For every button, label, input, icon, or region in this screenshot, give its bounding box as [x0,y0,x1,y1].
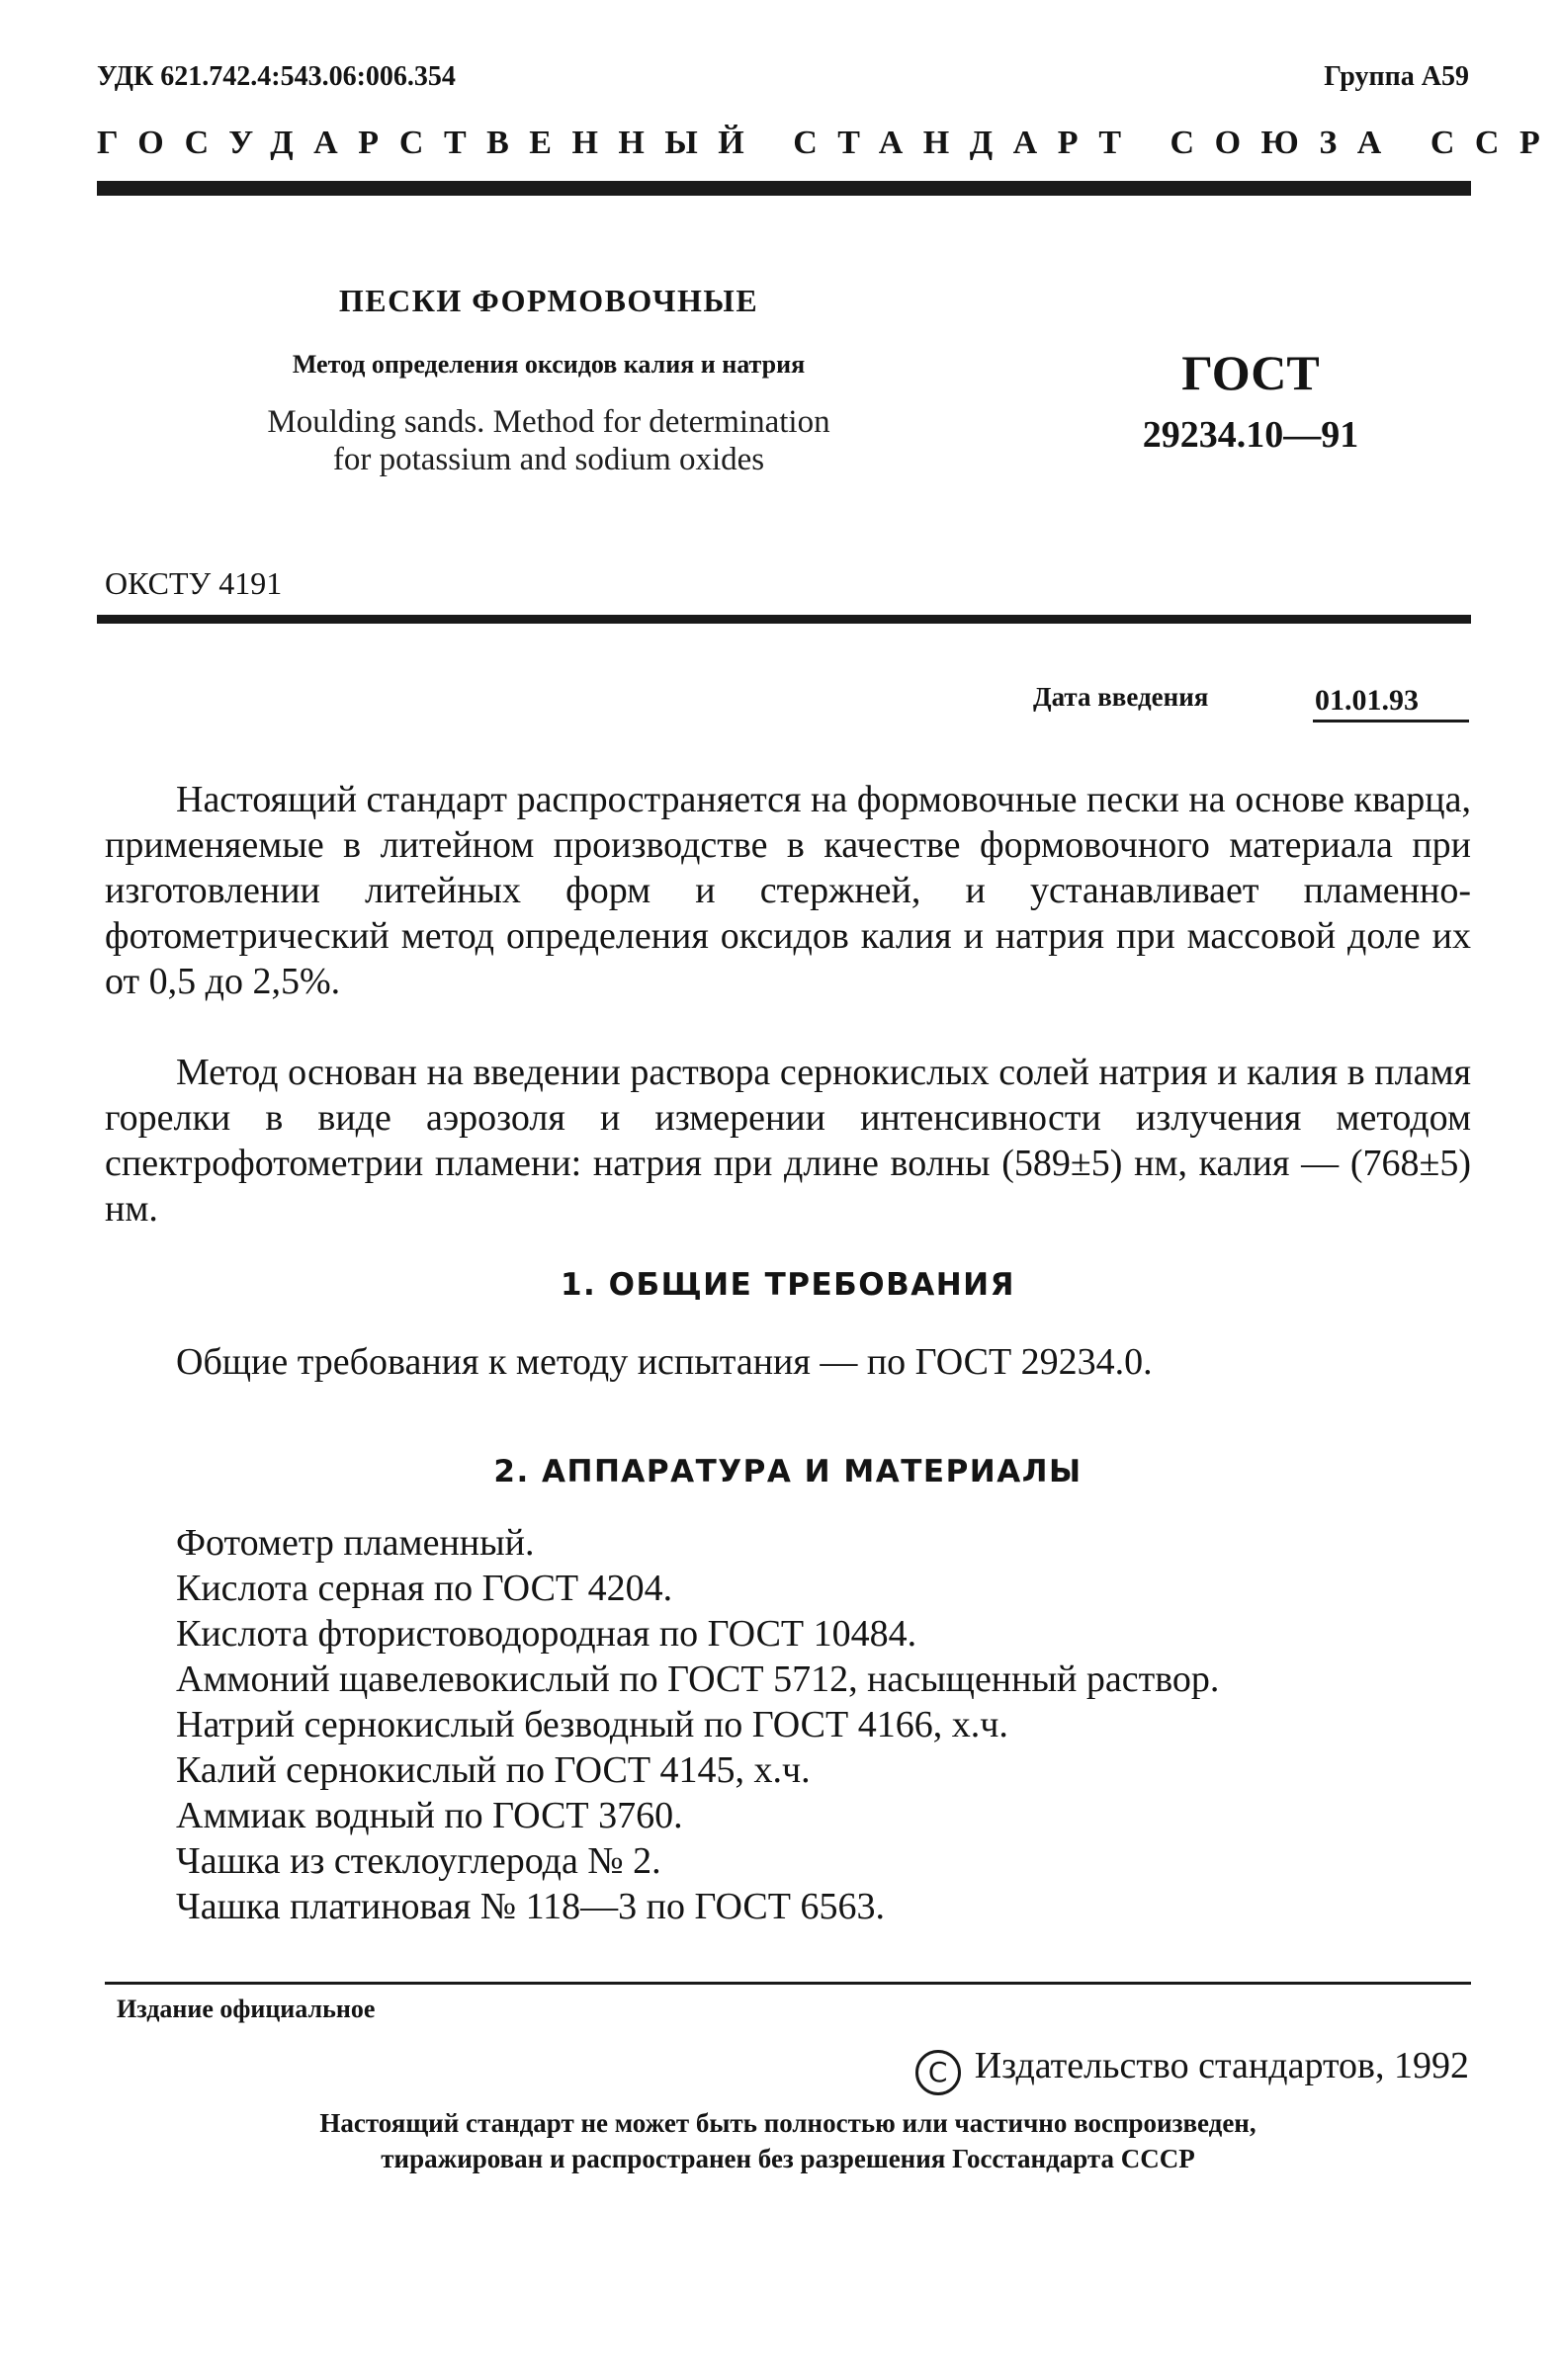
subtitle-english [138,403,959,478]
subtitle-english-line1: Moulding sands. Method for determination [267,404,830,440]
materials-list [176,1520,1219,1929]
standard-banner: ГОСУДАРСТВЕННЫЙ СТАНДАРТ СОЮЗА ССР [97,125,1560,161]
okstu-code: ОКСТУ 4191 [105,565,283,601]
middle-rule [97,615,1471,624]
list-item: Фотометр пламенный. [176,1522,535,1564]
top-rule [97,181,1471,196]
list-item: Кислота серная по ГОСТ 4204. [176,1568,673,1609]
intro-date-value: 01.01.93 [1315,684,1419,717]
notice-line1: Настоящий стандарт не может быть полностью или частично воспроизведен, [319,2108,1257,2138]
subtitle-english-line2: for potassium and sodium oxides [332,442,765,477]
document-title: ПЕСКИ ФОРМОВОЧНЫЕ [338,283,759,318]
reproduction-notice [105,2105,1471,2176]
official-edition-label: Издание официальное [117,1995,376,2023]
scope-paragraph: Настоящий стандарт распространяется на формовочные пески на основе кварца, применяемые в литейном производстве в качестве формовочного материала при изготовлении литейных форм и стержней, и устанавливает пламенно-фотометрический метод определения оксидов калия и натрия при массовой доле их от 0,5 до 2,5%. [105,779,1471,1002]
list-item: Калий сернокислый по ГОСТ 4145, х.ч. [176,1749,811,1791]
list-item: Кислота фтористоводородная по ГОСТ 10484. [176,1613,917,1655]
intro-date-label: Дата введения [1033,682,1209,712]
gost-number: 29234.10—91 [1142,414,1359,456]
list-item: Чашка из стеклоуглерода № 2. [176,1840,661,1882]
gost-label: ГОСТ [1181,345,1320,400]
list-item: Чашка платиновая № 118—3 по ГОСТ 6563. [176,1886,885,1927]
intro-date-underline [1313,720,1469,722]
copyright-line [915,2044,1469,2095]
list-item: Аммиак водный по ГОСТ 3760. [176,1795,683,1836]
list-item: Аммоний щавелевокислый по ГОСТ 5712, насыщенный раствор. [176,1658,1220,1700]
method-paragraph: Метод основан на введении раствора сернокислых солей натрия и калия в пламя горелки в виде аэрозоля и измерении интенсивности излучения методом спектрофотометрии пламени: натрия при длине волны (589±5) нм, калия — (768±5) нм. [105,1052,1471,1230]
copyright-icon: C [915,2050,961,2095]
footer-rule [105,1982,1471,1985]
section2-heading: 2. АППАРАТУРА И МАТЕРИАЛЫ [493,1454,1083,1489]
udk-code: УДК 621.742.4:543.06:006.354 [97,61,456,92]
group-code: Группа А59 [1324,61,1469,92]
list-item: Натрий сернокислый безводный по ГОСТ 4166, х.ч. [176,1704,1008,1745]
copyright-text: Издательство стандартов, 1992 [974,2045,1469,2086]
subtitle-russian: Метод определения оксидов калия и натрия [292,350,806,379]
section1-text: Общие требования к методу испытания — по ГОСТ 29234.0. [176,1341,1153,1383]
section1-heading: 1. ОБЩИЕ ТРЕБОВАНИЯ [560,1267,1016,1303]
notice-line2: тиражирован и распространен без разрешения Госстандарта СССР [381,2144,1195,2173]
